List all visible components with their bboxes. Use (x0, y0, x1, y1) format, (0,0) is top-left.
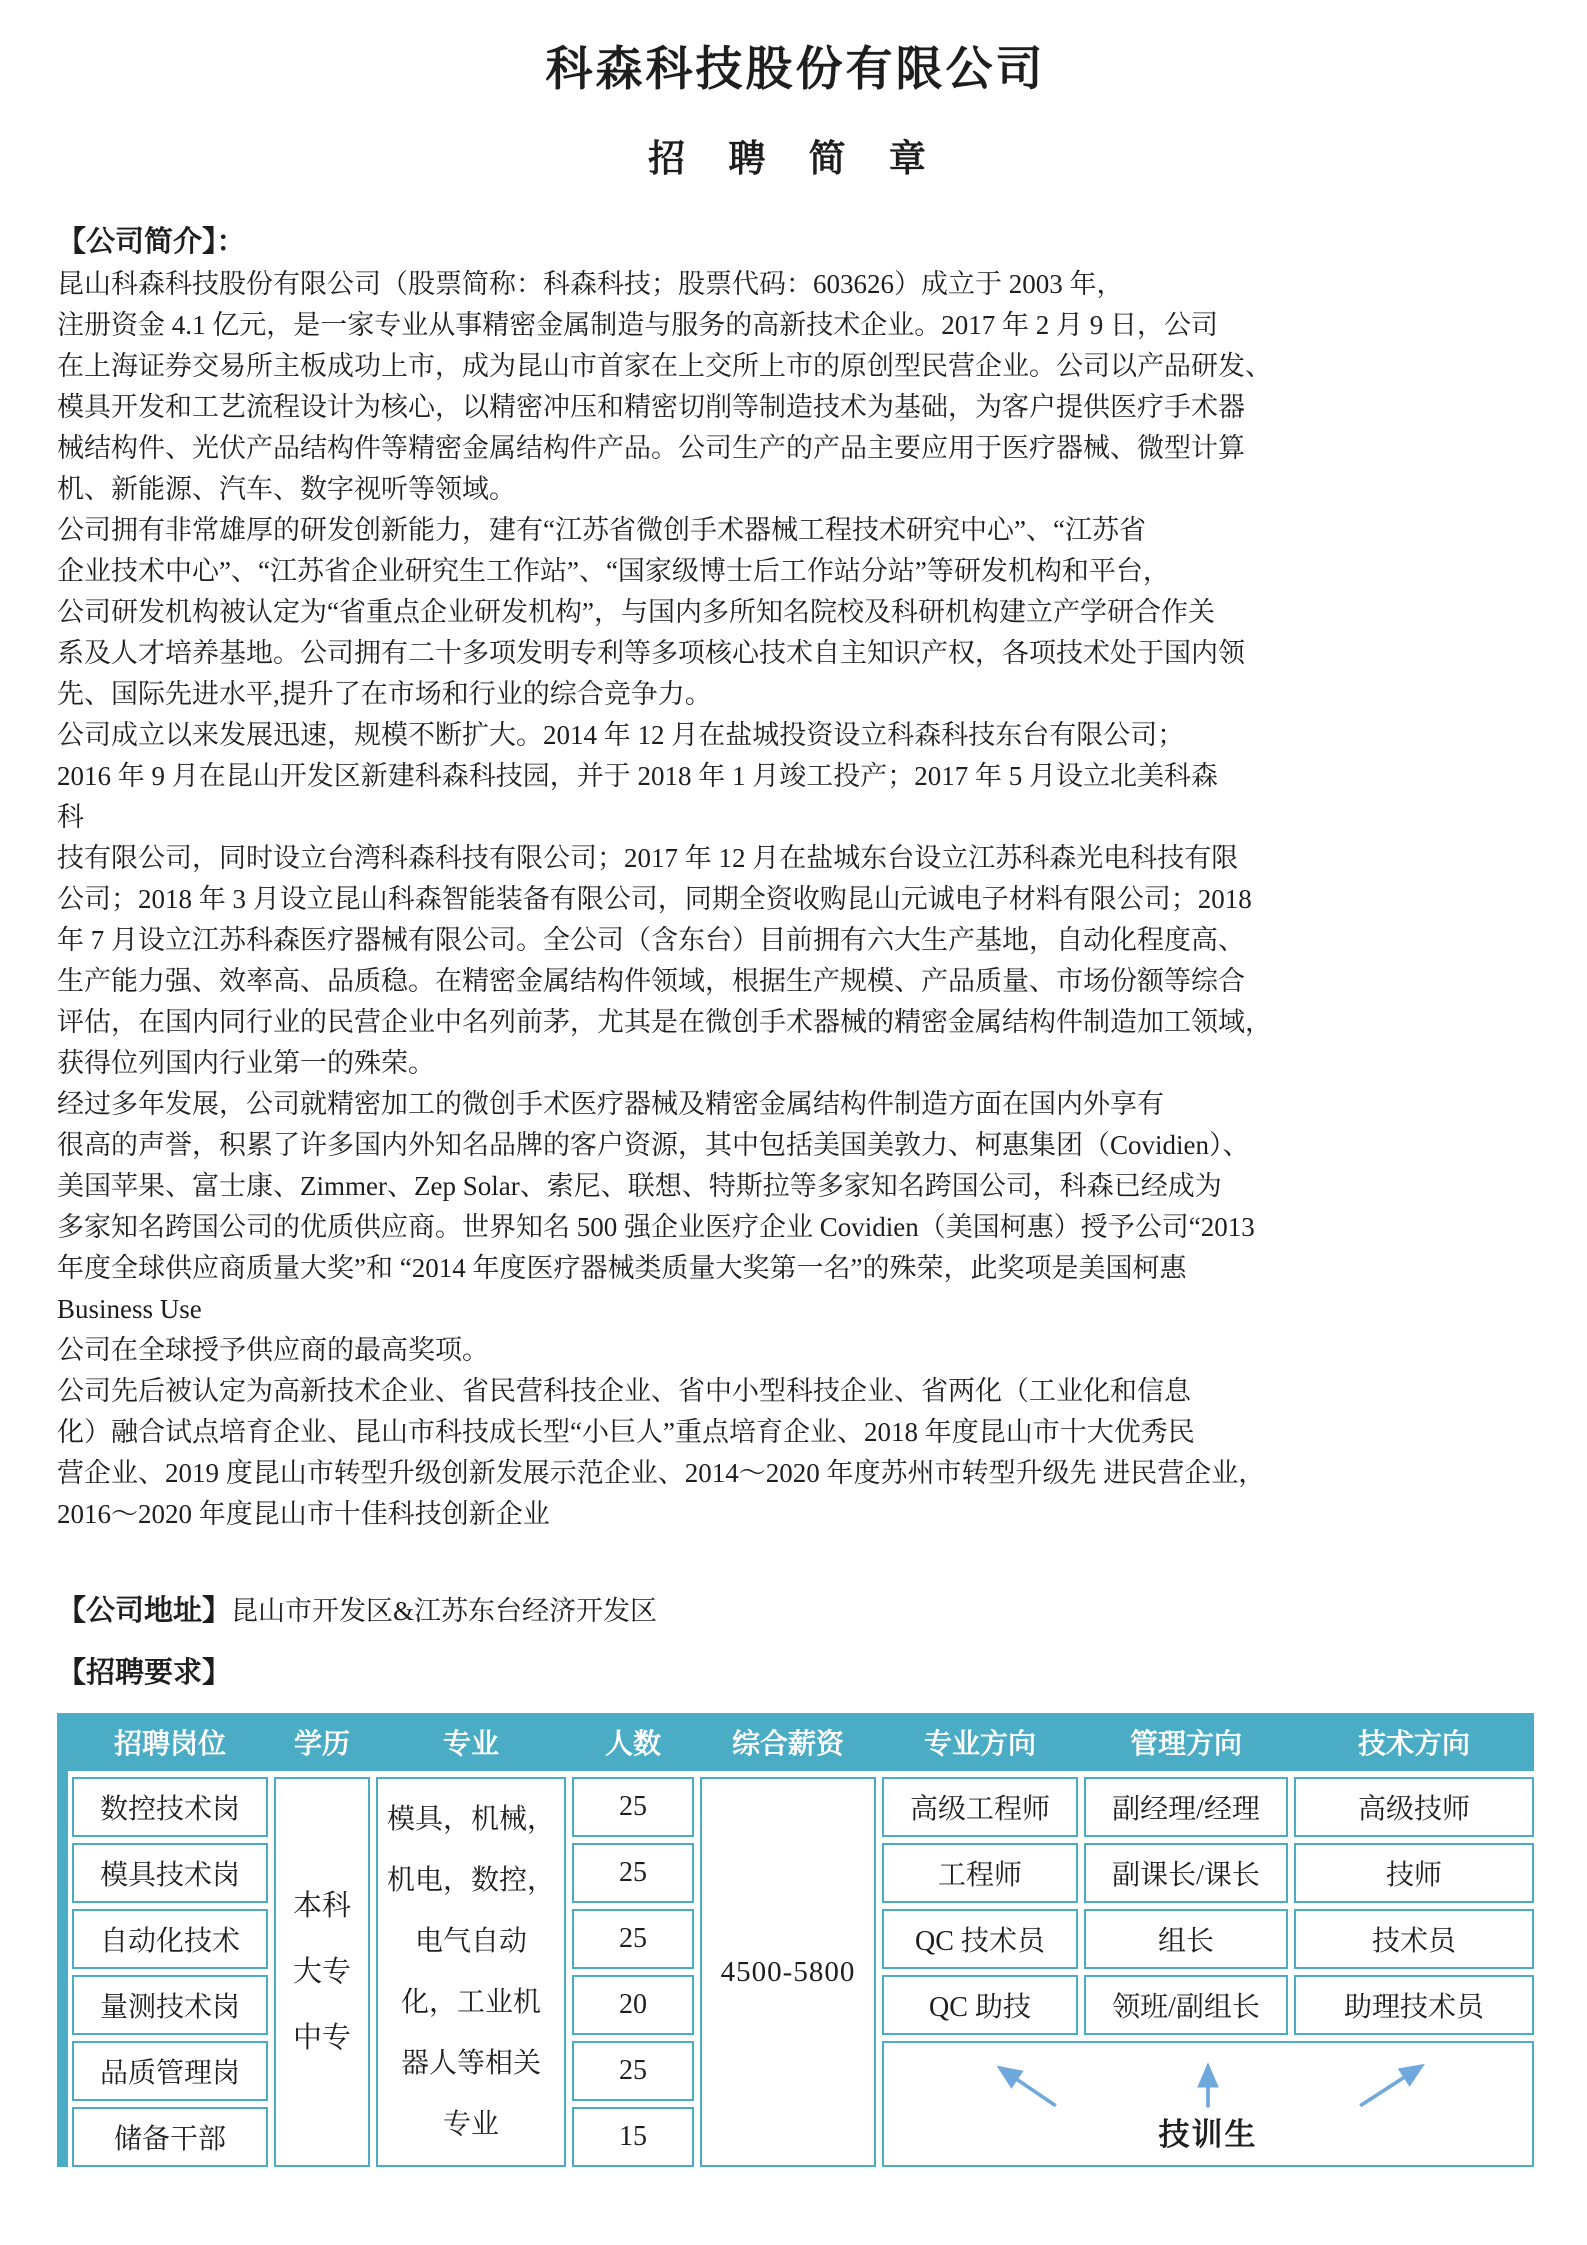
career-track-group (882, 1777, 1534, 2167)
major-cell (376, 1777, 566, 2167)
headcount-cell: 15 (572, 2107, 694, 2167)
intro-line: 生产能力强、效率高、品质稳。在精密金属结构件领域，根据生产规模、产品质量、市场份额等综合 (57, 966, 1245, 996)
headcount-cell: 25 (572, 1777, 694, 1837)
major-line: 化，工业机 (400, 1987, 541, 2018)
table-body (68, 1771, 1534, 2167)
management-track-cell: 副经理/经理 (1084, 1777, 1288, 1837)
intro-line: 公司；2018 年 3 月设立昆山科森智能装备有限公司，同期全资收购昆山元诚电子材料有限公司；2018 (57, 884, 1252, 914)
headcount-cell: 25 (572, 2041, 694, 2101)
intro-line: 公司成立以来发展迅速，规模不断扩大。2014 年 12 月在盐城投资设立科森科技东台有限公司； (57, 720, 1185, 750)
header-major: 专业 (442, 1729, 499, 1760)
header-salary: 综合薪资 (731, 1729, 844, 1760)
trainee-cell (882, 2041, 1534, 2167)
intro-line: 年度全球供应商质量大奖”和 “2014 年度医疗器械类质量大奖第一名”的殊荣，此奖项是美国柯惠 (57, 1253, 1187, 1283)
intro-line: 在上海证券交易所主板成功上市，成为昆山市首家在上交所上市的原创型民营企业。公司以产品研发、 (57, 351, 1272, 381)
column-technical-track (1294, 1777, 1534, 2035)
education-line: 本科 (292, 1890, 351, 1922)
up-left-arrow-icon (1000, 2068, 1056, 2106)
headcount-cell: 25 (572, 1843, 694, 1903)
technical-track-cell: 技师 (1294, 1843, 1534, 1903)
up-right-arrow-icon (1360, 2066, 1422, 2106)
position-cell: 自动化技术 (72, 1909, 268, 1969)
major-line: 模具，机械， (386, 1804, 555, 1835)
professional-track-cell: QC 技术员 (882, 1909, 1078, 1969)
professional-track-cell: QC 助技 (882, 1975, 1078, 2035)
requirements-label: 【招聘要求】 (57, 1657, 232, 1689)
recruitment-table (57, 1713, 1534, 2167)
position-cell: 品质管理岗 (72, 2041, 268, 2101)
intro-line: 公司在全球授予供应商的最高奖项。 (57, 1335, 489, 1365)
major-line: 器人等相关 (400, 2048, 541, 2079)
company-address-row (57, 1589, 1534, 1633)
education-cell (274, 1777, 370, 2167)
intro-line: Business Use (57, 1294, 202, 1324)
header-position: 招聘岗位 (113, 1729, 226, 1760)
column-headcount (572, 1777, 694, 2167)
intro-line: 昆山科森科技股份有限公司（股票简称：科森科技；股票代码：603626）成立于 2003 年， (57, 269, 1124, 299)
promotion-arrows (884, 2055, 1532, 2113)
header-technical-track: 技术方向 (1357, 1729, 1470, 1760)
technical-track-cell: 技术员 (1294, 1909, 1534, 1969)
management-track-cell: 领班/副组长 (1084, 1975, 1288, 2035)
track-columns (882, 1777, 1534, 2035)
intro-line: 公司拥有非常雄厚的研发创新能力，建有“江苏省微创手术器械工程技术研究中心”、“江苏省 (57, 515, 1146, 545)
position-cell: 量测技术岗 (72, 1975, 268, 2035)
management-track-cell: 组长 (1084, 1909, 1288, 1969)
page-subtitle: 招 聘 简 章 (648, 139, 943, 180)
major-line: 机电，数控， (386, 1865, 555, 1896)
header-professional-track: 专业方向 (923, 1729, 1036, 1760)
address-label: 【公司地址】 (57, 1595, 232, 1627)
intro-line: 先、国际先进水平,提升了在市场和行业的综合竞争力。 (57, 679, 712, 709)
address-value: 昆山市开发区&江苏东台经济开发区 (231, 1596, 658, 1626)
intro-line: 美国苹果、富士康、Zimmer、Zep Solar、索尼、联想、特斯拉等多家知名跨国公司，科森已经成为 (57, 1171, 1222, 1201)
headcount-cell: 25 (572, 1909, 694, 1969)
header-headcount: 人数 (604, 1729, 661, 1760)
trainee-label: 技训生 (1158, 2117, 1258, 2152)
table-header-row (68, 1713, 1534, 1771)
position-cell: 模具技术岗 (72, 1843, 268, 1903)
major-line: 电气自动 (414, 1926, 527, 1957)
major-line: 专业 (442, 2109, 499, 2140)
intro-line: 系及人才培养基地。公司拥有二十多项发明专利等多项核心技术自主知识产权，各项技术处于国内领 (57, 638, 1245, 668)
intro-line: 模具开发和工艺流程设计为核心，以精密冲压和精密切削等制造技术为基础，为客户提供医疗手术器 (57, 392, 1245, 422)
intro-line: 企业技术中心”、“江苏省企业研究生工作站”、“国家级博士后工作站分站”等研发机构和平台， (57, 556, 1170, 586)
intro-line: 技有限公司，同时设立台湾科森科技有限公司；2017 年 12 月在盐城东台设立江苏科森光电科技有限 (57, 843, 1239, 873)
education-line: 大专 (292, 1956, 351, 1988)
intro-line: 机、新能源、汽车、数字视听等领域。 (57, 474, 516, 504)
intro-paragraphs (57, 264, 1534, 1535)
intro-line: 注册资金 4.1 亿元，是一家专业从事精密金属制造与服务的高新技术企业。2017 年 2 月 9 日，公司 (57, 310, 1218, 340)
position-cell: 储备干部 (72, 2107, 268, 2167)
intro-line: 评估，在国内同行业的民营企业中名列前茅，尤其是在微创手术器械的精密金属结构件制造加工领域， (57, 1007, 1272, 1037)
technical-track-cell: 助理技术员 (1294, 1975, 1534, 2035)
header-management-track: 管理方向 (1129, 1729, 1242, 1760)
page-title: 科森科技股份有限公司 (545, 44, 1046, 96)
company-intro-section (57, 220, 1534, 1535)
intro-line: 械结构件、光伏产品结构件等精密金属结构件产品。公司生产的产品主要应用于医疗器械、微型计算 (57, 433, 1245, 463)
intro-line: 年 7 月设立江苏科森医疗器械有限公司。全公司（含东台）目前拥有六大生产基地，自动化程度高、 (57, 925, 1245, 955)
intro-line: 科 (57, 802, 84, 832)
intro-line: 2016 年 9 月在昆山开发区新建科森科技园，并于 2018 年 1 月竣工投产；2017 年 5 月设立北美科森 (57, 761, 1218, 791)
intro-line: 经过多年发展，公司就精密加工的微创手术医疗器械及精密金属结构件制造方面在国内外享有 (57, 1089, 1164, 1119)
intro-line: 公司先后被认定为高新技术企业、省民营科技企业、省中小型科技企业、省两化（工业化和信息 (57, 1376, 1191, 1406)
intro-line: 很高的声誉，积累了许多国内外知名品牌的客户资源，其中包括美国美敦力、柯惠集团（Covidien）、 (57, 1130, 1250, 1160)
column-positions (72, 1777, 268, 2167)
intro-line: 多家知名跨国公司的优质供应商。世界知名 500 强企业医疗企业 Covidien（美国柯惠）授予公司“2013 (57, 1212, 1255, 1242)
education-line: 中专 (292, 2022, 351, 2054)
column-salary (700, 1777, 876, 2167)
intro-line: 公司研发机构被认定为“省重点企业研发机构”，与国内多所知名院校及科研机构建立产学研合作关 (57, 597, 1215, 627)
salary-cell: 4500-5800 (700, 1777, 876, 2167)
professional-track-cell: 高级工程师 (882, 1777, 1078, 1837)
column-education (274, 1777, 370, 2167)
technical-track-cell: 高级技师 (1294, 1777, 1534, 1837)
headcount-cell: 20 (572, 1975, 694, 2035)
column-professional-track (882, 1777, 1078, 2035)
management-track-cell: 副课长/课长 (1084, 1843, 1288, 1903)
header-education: 学历 (293, 1729, 350, 1760)
column-management-track (1084, 1777, 1288, 2035)
intro-heading: 【公司简介】： (57, 226, 246, 258)
intro-line: 化）融合试点培育企业、昆山市科技成长型“小巨人”重点培育企业、2018 年度昆山市十大优秀民 (57, 1417, 1195, 1447)
intro-line: 营企业、2019 度昆山市转型升级创新发展示范企业、2014～2020 年度苏州市转型升级先 进民营企业， (57, 1458, 1266, 1488)
intro-line: 2016～2020 年度昆山市十佳科技创新企业 (57, 1499, 550, 1529)
professional-track-cell: 工程师 (882, 1843, 1078, 1903)
column-major (376, 1777, 566, 2167)
position-cell: 数控技术岗 (72, 1777, 268, 1837)
intro-line: 获得位列国内行业第一的殊荣。 (57, 1048, 435, 1078)
